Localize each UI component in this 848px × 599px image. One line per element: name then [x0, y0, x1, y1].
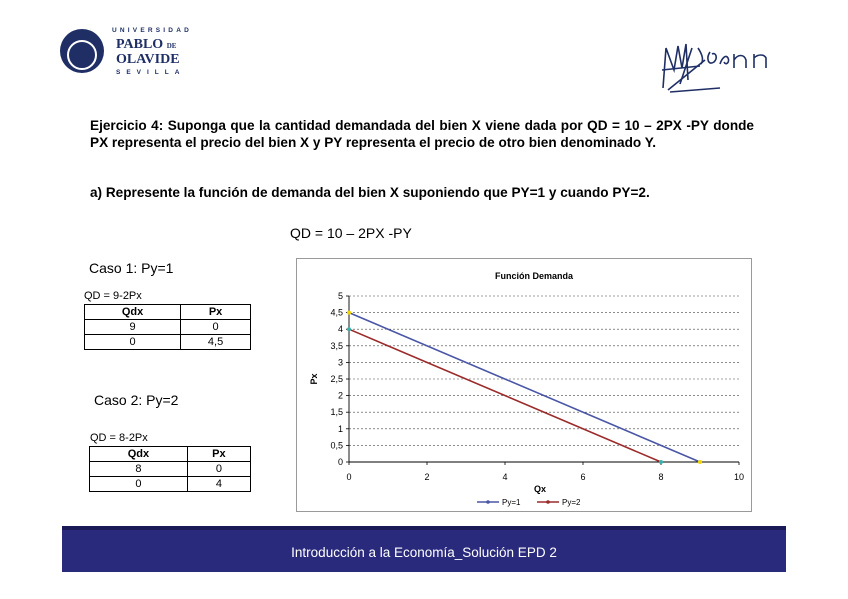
table-row	[90, 477, 251, 492]
cell-qdx: 9	[85, 320, 181, 335]
column-header-px: Px	[181, 305, 251, 320]
signature-logo	[660, 40, 780, 96]
y-tick-label: 1,5	[330, 407, 343, 418]
y-tick-label: 2	[337, 390, 343, 401]
y-tick-label: 2,5	[330, 374, 343, 384]
table-header-row	[85, 305, 251, 320]
table-row	[90, 462, 251, 477]
exercise-question-a: a) Represente la función de demanda del bien X suponiendo que PY=1 y cuando PY=2.	[90, 185, 650, 200]
university-seal-icon	[60, 29, 104, 73]
case2-title: Caso 2: Py=2	[94, 392, 179, 408]
column-header-qdx: Qdx	[85, 305, 181, 320]
y-tick-label: 0,5	[330, 440, 343, 451]
case2-equation: QD = 8-2Px	[90, 432, 148, 444]
cell-px: 4,5	[181, 335, 251, 350]
demand-chart	[296, 258, 752, 512]
column-header-px: Px	[187, 447, 250, 462]
seal-ring	[67, 40, 97, 70]
table-row	[85, 335, 251, 350]
demand-chart-svg	[297, 259, 751, 511]
cell-qdx: 0	[90, 477, 188, 492]
university-name-line1: PABLO	[116, 37, 164, 52]
cell-px: 0	[181, 320, 251, 335]
x-tick-label: 6	[580, 472, 586, 482]
y-tick-label: 3	[337, 357, 343, 368]
university-bottom-label: SEVILLA	[116, 69, 186, 76]
cell-px: 0	[187, 462, 250, 477]
chart-title: Función Demanda	[494, 271, 574, 281]
series-point-1	[347, 311, 351, 315]
series-point-1	[698, 460, 702, 464]
case1-equation: QD = 9-2Px	[84, 290, 142, 302]
y-tick-label: 4	[337, 324, 343, 335]
series-point-2	[347, 327, 351, 331]
footer-bar	[62, 526, 786, 572]
case1-title: Caso 1: Py=1	[89, 260, 174, 276]
series-point-2	[659, 460, 663, 464]
x-tick-label: 10	[733, 472, 745, 482]
legend-label-2: Py=2	[562, 498, 581, 507]
x-axis-label: Qx	[533, 484, 547, 494]
cell-px: 4	[187, 477, 250, 492]
table-row	[85, 320, 251, 335]
signature-icon	[660, 40, 780, 96]
x-tick-label: 8	[658, 472, 664, 482]
case2-table	[89, 446, 251, 492]
y-tick-label: 1	[337, 423, 343, 434]
y-tick-label: 5	[337, 291, 343, 301]
series-line-1	[349, 313, 700, 462]
y-axis-label: Px	[309, 373, 319, 385]
cell-qdx: 8	[90, 462, 188, 477]
university-top-label: UNIVERSIDAD	[112, 27, 192, 34]
university-name	[116, 38, 180, 66]
case1-table	[84, 304, 251, 350]
demand-formula: QD = 10 – 2PX -PY	[290, 225, 412, 241]
column-header-qdx: Qdx	[90, 447, 188, 462]
y-tick-label: 3,5	[330, 340, 343, 351]
university-logo	[60, 25, 200, 81]
y-tick-label: 4,5	[330, 307, 343, 318]
x-tick-label: 4	[502, 472, 508, 482]
footer-text: Introducción a la Economía_Solución EPD 2	[291, 545, 557, 560]
cell-qdx: 0	[85, 335, 181, 350]
x-tick-label: 2	[424, 472, 430, 482]
university-name-line2: OLAVIDE	[116, 52, 180, 67]
exercise-statement: Ejercicio 4: Suponga que la cantidad demandada del bien X viene dada por QD = 10 – 2PX -PY donde PX representa el precio del bien X y PY representa el precio de otro bien denominado Y.	[90, 118, 754, 150]
legend-marker-1	[486, 500, 490, 504]
legend-label-1: Py=1	[502, 498, 521, 507]
university-name-de: DE	[166, 42, 177, 50]
table-header-row	[90, 447, 251, 462]
legend-marker-2	[546, 500, 550, 504]
y-tick-label: 0	[337, 457, 343, 467]
x-tick-label: 0	[346, 472, 352, 482]
